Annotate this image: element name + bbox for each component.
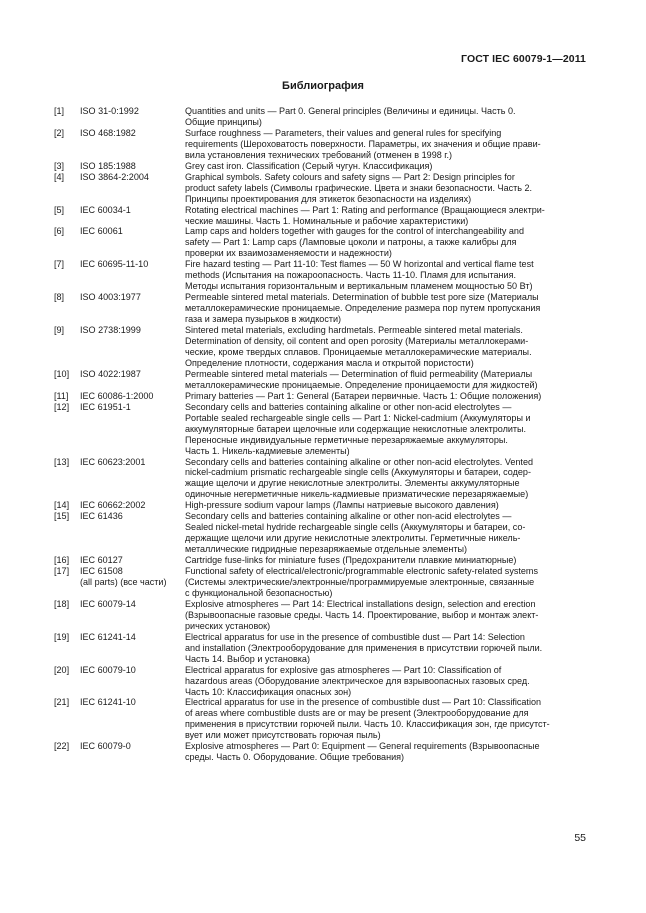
description-line: methods (Испытания на пожароопасность. Часть 11-10. Пламя для испытания.: [185, 270, 517, 281]
description-line: одиночные негерметичные никель-кадмиевые призматические перезаряжаемые): [185, 489, 529, 500]
description-line: Surface roughness — Parameters, their values and general rules for specifying: [185, 127, 502, 138]
entry-description: [185, 741, 589, 763]
description-line: Методы испытания горизонтальным и вертикальным пламенем мощностью 50 Вт): [185, 281, 533, 292]
standard-code: ISO 185:1988: [80, 160, 136, 171]
bibliography-entry: [54, 500, 589, 511]
standard-code: ISO 31-0:1992: [80, 106, 139, 116]
entry-standard: [80, 500, 185, 511]
entry-number: [6]: [54, 226, 65, 237]
entry-standard: [80, 161, 185, 172]
entry-standard: [80, 369, 185, 391]
entry-description: [185, 555, 589, 566]
description-line: с функциональной безопасностью): [185, 587, 333, 598]
entry-number: [9]: [54, 325, 65, 336]
standard-code: IEC 61241-14: [80, 631, 136, 642]
standard-code: IEC 60695-11-10: [80, 259, 149, 270]
entry-standard: [80, 599, 185, 632]
description-line: Explosive atmospheres — Part 0: Equipment — General requirements (Взрывоопасные: [185, 741, 540, 752]
entry-description: [185, 511, 589, 555]
description-line: проверки их взаимозаменяемости и надежности): [185, 248, 392, 259]
description-line: Cartridge fuse-links for miniature fuses (Предохранители плавкие миниатюрные): [185, 555, 517, 566]
entry-number: [11]: [54, 390, 69, 401]
standard-code: IEC 60061: [80, 226, 123, 237]
description-line: Graphical symbols. Safety colours and safety signs — Part 2: Design principles for: [185, 171, 515, 182]
description-line: hazardous areas (Оборудование электрическое для взрывоопасных газовых сред.: [185, 675, 530, 686]
description-line: держащие щелочи или другие некислотные электролиты. Герметичные никель-: [185, 533, 521, 544]
description-line: Общие принципы): [185, 116, 262, 127]
description-line: Определение плотности, содержания масла и открытой пористости): [185, 357, 474, 368]
entry-description: [185, 391, 589, 402]
description-line: Принципы проектирования для этикеток безопасности на изделиях): [185, 193, 472, 204]
description-line: Determination of density, oil content and open porosity (Материалы металлокерами-: [185, 336, 529, 347]
entry-standard: [80, 226, 185, 259]
standard-code: IEC 60079-14: [80, 598, 136, 609]
entry-standard: [80, 566, 185, 599]
description-line: вила установления технических требований (отменен в 1998 г.): [185, 149, 452, 160]
entry-standard: [80, 402, 185, 457]
bibliography-entry: [54, 511, 589, 555]
description-line: product safety labels (Символы графические. Цвета и знаки безопасности. Часть 2.: [185, 182, 533, 193]
bibliography-entry: [54, 161, 589, 172]
description-line: Electrical apparatus for use in the presence of combustible dust — Part 10: Classification: [185, 697, 542, 708]
page-title: Библиография: [282, 80, 364, 92]
description-line: ческие, кроме твердых сплавов. Проницаемые металлокерамические материалы.: [185, 346, 532, 357]
entry-standard: [80, 292, 185, 325]
standard-code: IEC 60086-1:2000: [80, 390, 154, 401]
bibliography-entry: [54, 566, 589, 599]
entry-number: [13]: [54, 456, 70, 467]
entry-description: [185, 665, 589, 698]
description-line: Primary batteries — Part 1: General (Батареи первичные. Часть 1: Общие положения): [185, 390, 542, 401]
description-line: ческие машины. Часть 1. Номинальные и рабочие характеристики): [185, 215, 469, 226]
entry-number: [21]: [54, 697, 70, 708]
document-id: ГОСТ IEC 60079-1—2011: [461, 53, 586, 65]
entry-standard: [80, 555, 185, 566]
entry-standard: [80, 511, 185, 555]
description-line: Sintered metal materials, excluding hardmetals. Permeable sintered metal materials.: [185, 325, 523, 336]
bibliography-entry: [54, 599, 589, 632]
description-line: Grey cast iron. Classification (Серый чугун. Классификация): [185, 160, 433, 171]
bibliography-entry: [54, 369, 589, 391]
description-line: Secondary cells and batteries containing alkaline or other non-acid electrolytes —: [185, 401, 512, 412]
entry-number: [5]: [54, 204, 65, 215]
description-line: металлические гидридные перезаряжаемые отдельные элементы): [185, 544, 468, 555]
standard-code: IEC 60127: [80, 555, 123, 566]
entry-number: [17]: [54, 566, 70, 577]
description-line: Часть 10: Классификация опасных зон): [185, 686, 352, 697]
entry-number: [2]: [54, 127, 65, 138]
standard-note: (all parts) (все части): [80, 576, 167, 587]
bibliography-entry: [54, 741, 589, 763]
standard-code: IEC 60662:2002: [80, 500, 146, 511]
bibliography-entry: [54, 325, 589, 369]
entry-standard: [80, 697, 185, 741]
bibliography-list: [54, 106, 589, 763]
entry-number: [3]: [54, 160, 65, 171]
entry-number: [19]: [54, 631, 70, 642]
description-line: металлокерамические проницаемые. Определение размера пор путем пропускания: [185, 303, 541, 314]
description-line: Fire hazard testing — Part 11-10: Test flames — 50 W horizontal and vertical flame test: [185, 259, 534, 270]
entry-number: [20]: [54, 664, 70, 675]
entry-standard: [80, 172, 185, 205]
bibliography-entry: [54, 391, 589, 402]
description-line: рических установок): [185, 620, 271, 631]
entry-description: [185, 369, 589, 391]
entry-description: [185, 566, 589, 599]
description-line: Portable sealed rechargeable single cells — Part 1: Nickel-cadmium (Аккумуляторы и: [185, 412, 531, 423]
standard-code: ISO 3864-2:2004: [80, 171, 149, 182]
description-line: Часть 1. Никель-кадмиевые элементы): [185, 445, 350, 456]
entry-number: [1]: [54, 106, 65, 116]
description-line: (Взрывоопасные газовые среды. Часть 14. Проектирование, выбор и монтаж элект-: [185, 609, 539, 620]
bibliography-entry: [54, 226, 589, 259]
description-line: газа и замера пузырьков в жидкости): [185, 314, 342, 325]
description-line: Переносные индивидуальные герметичные перезаряжаемые аккумуляторы.: [185, 434, 508, 445]
entry-description: [185, 172, 589, 205]
entry-standard: [80, 632, 185, 665]
entry-standard: [80, 665, 185, 698]
description-line: Rotating electrical machines — Part 1: Rating and performance (Вращающиеся электри-: [185, 204, 545, 215]
entry-description: [185, 226, 589, 259]
entry-description: [185, 500, 589, 511]
standard-code: IEC 60034-1: [80, 204, 131, 215]
entry-description: [185, 632, 589, 665]
entry-number: [4]: [54, 171, 65, 182]
description-line: Quantities and units — Part 0. General principles (Величины и единицы. Часть 0.: [185, 106, 516, 116]
entry-number: [7]: [54, 259, 65, 270]
description-line: Electrical apparatus for explosive gas atmospheres — Part 10: Classification of: [185, 664, 502, 675]
standard-code: ISO 2738:1999: [80, 325, 141, 336]
description-line: Lamp caps and holders together with gauges for the control of interchangeability and: [185, 226, 524, 237]
description-line: nickel-cadmium prismatic rechargeable single cells (Аккумуляторы и батареи, содер-: [185, 467, 531, 478]
bibliography-entry: [54, 665, 589, 698]
entry-number: [18]: [54, 598, 70, 609]
description-line: применения в присутствии горючей пыли. Часть 10. Классификация зон, где присутст-: [185, 719, 550, 730]
description-line: жащие щелочи и другие некислотные электролиты. Элементы аккумуляторные: [185, 478, 520, 489]
standard-code: ISO 468:1982: [80, 127, 136, 138]
entry-standard: [80, 457, 185, 501]
entry-number: [14]: [54, 500, 70, 511]
standard-code: IEC 61241-10: [80, 697, 136, 708]
description-line: Sealed nickel-metal hydride rechargeable single cells (Аккумуляторы и батареи, со-: [185, 522, 526, 533]
entry-number: [12]: [54, 401, 70, 412]
entry-description: [185, 128, 589, 161]
bibliography-entry: [54, 402, 589, 457]
description-line: аккумуляторные батареи щелочные или содержащие некислотные электролиты.: [185, 423, 527, 434]
description-line: and installation (Электрооборудование для применения в присутствии горючей пыли.: [185, 642, 543, 653]
bibliography-entry: [54, 172, 589, 205]
description-line: Explosive atmospheres — Part 14: Electrical installations design, selection and erection: [185, 598, 536, 609]
entry-number: [16]: [54, 555, 70, 566]
description-line: Secondary cells and batteries containing alkaline or other non-acid electrolytes. Vented: [185, 456, 534, 467]
bibliography-entry: [54, 697, 589, 741]
standard-code: IEC 61508: [80, 566, 123, 577]
entry-number: [22]: [54, 741, 70, 752]
description-line: вует или может присутствовать горючая пыль): [185, 730, 381, 741]
entry-description: [185, 292, 589, 325]
description-line: of areas where combustible dusts are or may be present (Электрооборудование для: [185, 708, 529, 719]
standard-code: IEC 61951-1: [80, 401, 131, 412]
entry-standard: [80, 741, 185, 763]
entry-description: [185, 599, 589, 632]
standard-code: IEC 61436: [80, 511, 123, 522]
standard-code: IEC 60079-10: [80, 664, 136, 675]
entry-description: [185, 402, 589, 457]
entry-standard: [80, 325, 185, 369]
entry-standard: [80, 259, 185, 292]
entry-standard: [80, 128, 185, 161]
entry-description: [185, 161, 589, 172]
entry-description: [185, 106, 589, 128]
standard-code: IEC 60623:2001: [80, 456, 146, 467]
bibliography-entry: [54, 128, 589, 161]
entry-number: [10]: [54, 368, 70, 379]
entry-number: [15]: [54, 511, 70, 522]
standard-code: IEC 60079-0: [80, 741, 131, 752]
page-number: 55: [574, 832, 586, 844]
bibliography-entry: [54, 205, 589, 227]
standard-code: ISO 4022:1987: [80, 368, 141, 379]
bibliography-entry: [54, 632, 589, 665]
description-line: среды. Часть 0. Оборудование. Общие требования): [185, 752, 405, 763]
description-line: Permeable sintered metal materials — Determination of fluid permeability (Материалы: [185, 368, 533, 379]
entry-description: [185, 697, 589, 741]
entry-standard: [80, 106, 185, 128]
description-line: Permeable sintered metal materials. Determination of bubble test pore size (Материалы: [185, 292, 539, 303]
standard-code: ISO 4003:1977: [80, 292, 141, 303]
bibliography-entry: [54, 292, 589, 325]
description-line: High-pressure sodium vapour lamps (Лампы натриевые высокого давления): [185, 500, 499, 511]
entry-number: [8]: [54, 292, 65, 303]
entry-description: [185, 325, 589, 369]
bibliography-entry: [54, 259, 589, 292]
description-line: Часть 14. Выбор и установка): [185, 653, 310, 664]
description-line: (Системы электрические/электронные/программируемые электронные, связанные: [185, 576, 535, 587]
bibliography-entry: [54, 106, 589, 128]
entry-standard: [80, 205, 185, 227]
bibliography-entry: [54, 457, 589, 501]
entry-description: [185, 205, 589, 227]
description-line: requirements (Шероховатость поверхности. Параметры, их значения и общие прави-: [185, 138, 541, 149]
entry-description: [185, 259, 589, 292]
description-line: Secondary cells and batteries containing alkaline or other non-acid electrolytes —: [185, 511, 512, 522]
entry-description: [185, 457, 589, 501]
description-line: safety — Part 1: Lamp caps (Ламповые цоколи и патроны, а также калибры для: [185, 237, 517, 248]
entry-standard: [80, 391, 185, 402]
description-line: Functional safety of electrical/electronic/programmable electronic safety-related systems: [185, 566, 538, 577]
description-line: металлокерамические проницаемые. Определение проницаемости для жидкостей): [185, 379, 538, 390]
description-line: Electrical apparatus for use in the presence of combustible dust — Part 14: Selection: [185, 631, 525, 642]
bibliography-entry: [54, 555, 589, 566]
